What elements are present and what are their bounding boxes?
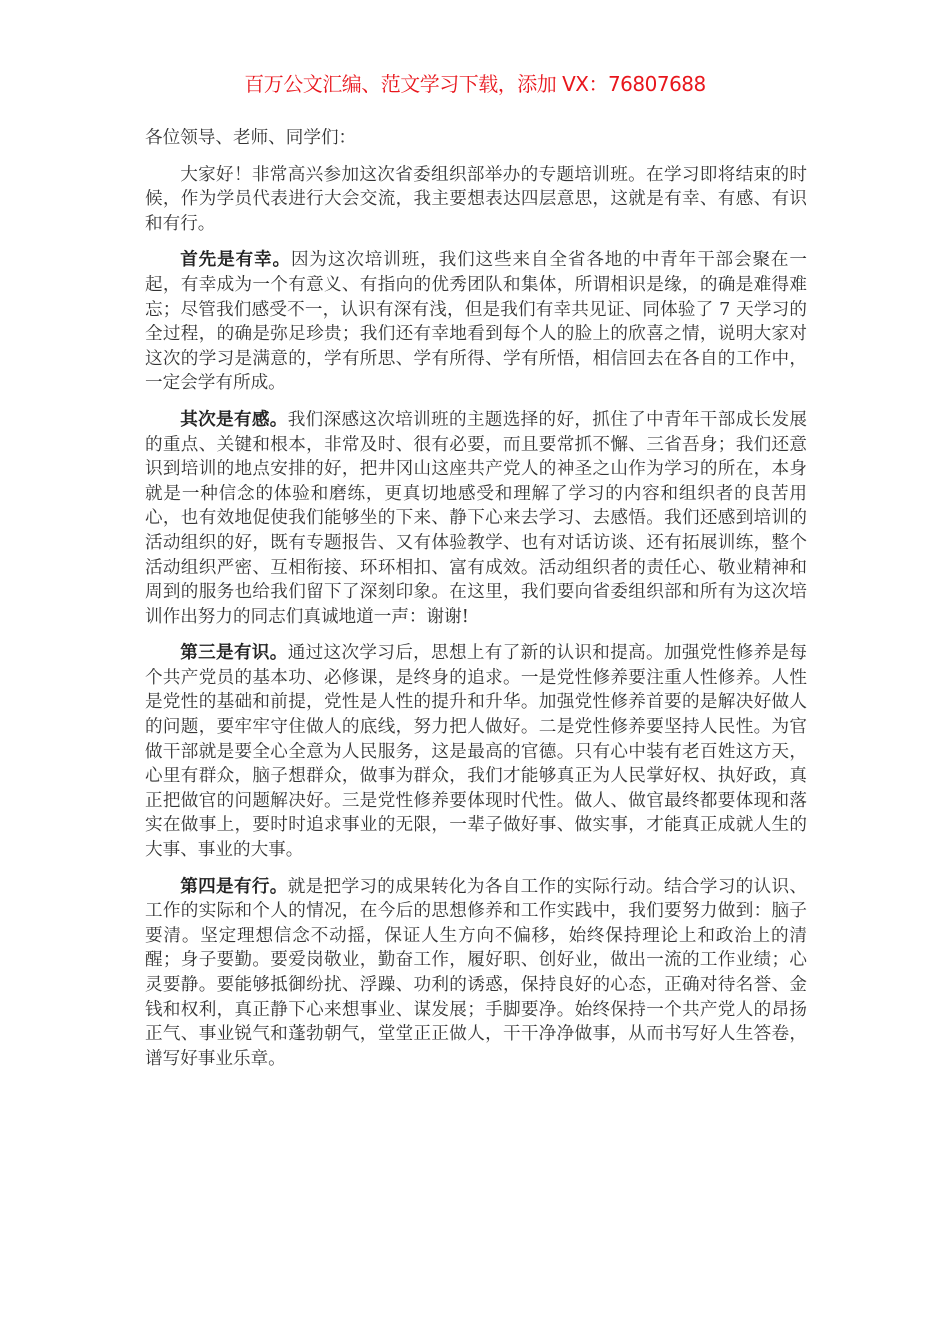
document-body	[145, 126, 807, 1083]
paragraph-body: 通过这次学习后，思想上有了新的认识和提高。加强党性修养是每个共产党员的基本功、必修课，是终身的追求。一是党性修养要注重人性修养。人性是党性的基础和前提，党性是人性的提升和升华。加强党性修养首要的是解决好做人的问题，要牢牢守住做人的底线，努力把人做好。二是党性修养要坚持人民性。为官做干部就是要全心全意为人民服务，这是最高的官德。只有心中装有老百姓这方天，心里有群众，脑子想群众，做事为群众，我们才能够真正为人民掌好权、执好政，真正把做官的问题解决好。三是党性修养要体现时代性。做人、做官最终都要体现和落实在做事上，要时时追求事业的无限，一辈子做好事、做实事，才能真正成就人生的大事、事业的大事。	[145, 643, 807, 861]
greeting: 各位领导、老师、同学们：	[145, 128, 357, 148]
paragraph-3	[145, 641, 807, 862]
paragraph-2	[145, 408, 807, 629]
paragraph-lead: 其次是有感。	[180, 408, 288, 430]
paragraph-body: 就是把学习的成果转化为各自工作的实际行动。结合学习的认识、工作的实际和个人的情况，在今后的思想修养和工作实践中，我们要努力做到：脑子要清。坚定理想信念不动摇，保证人生方向不偏移，始终保持理论上和政治上的清醒；身子要勤。要爱岗敬业，勤奋工作，履好职、创好业，做出一流的工作业绩；心灵要静。要能够抵御纷扰、浮躁、功利的诱惑，保持良好的心态，正确对待名誉、金钱和权利，真正静下心来想事业、谋发展；手脚要净。始终保持一个共产党人的昂扬正气、事业锐气和蓬勃朝气，堂堂正正做人，干干净净做事，从而书写好人生答卷，谱写好事业乐章。	[145, 876, 807, 1069]
paragraph-body: 我们深感这次培训班的主题选择的好，抓住了中青年干部成长发展的重点、关键和根本，非常及时、很有必要，而且要常抓不懈、三省吾身；我们还意识到培训的地点安排的好，把井冈山这座共产党人的神圣之山作为学习的所在，本身就是一种信念的体验和磨练，更真切地感受和理解了学习的内容和组织者的良苦用心，也有效地促使我们能够坐的下来、静下心来去学习、去感悟。我们还感到培训的活动组织的好，既有专题报告、又有体验教学、也有对话访谈、还有拓展训练，整个活动组织严密、互相衔接、环环相扣、富有成效。活动组织者的责任心、敬业精神和周到的服务也给我们留下了深刻印象。在这里，我们要向省委组织部和所有为这次培训作出努力的同志们真诚地道一声：谢谢!	[145, 409, 807, 627]
paragraph-lead: 第四是有行。	[180, 875, 288, 897]
paragraph-4	[145, 875, 807, 1072]
paragraph-body: 大家好！非常高兴参加这次省委组织部举办的专题培训班。在学习即将结束的时候，作为学员代表进行大会交流，我主要想表达四层意思，这就是有幸、有感、有识和有行。	[145, 164, 807, 234]
paragraph-intro	[145, 163, 807, 237]
paragraph-lead: 第三是有识。	[180, 642, 288, 664]
paragraph-body: 因为这次培训班，我们这些来自全省各地的中青年干部会聚在一起，有幸成为一个有意义、有指向的优秀团队和集体，所谓相识是缘，的确是难得难忘；尽管我们感受不一，认识有深有浅，但是我们有幸共见证、同体验了 7 天学习的全过程，的确是弥足珍贵；我们还有幸地看到每个人的脸上的欣喜之情，说明大家对这次的学习是满意的，学有所思、学有所得、学有所悟，相信回去在各自的工作中，一定会学有所成。	[145, 250, 807, 394]
paragraph-1	[145, 248, 807, 396]
watermark-header: 百万公文汇编、范文学习下载，添加 VX：76807688	[244, 72, 706, 96]
paragraph-lead: 首先是有幸。	[180, 249, 291, 271]
